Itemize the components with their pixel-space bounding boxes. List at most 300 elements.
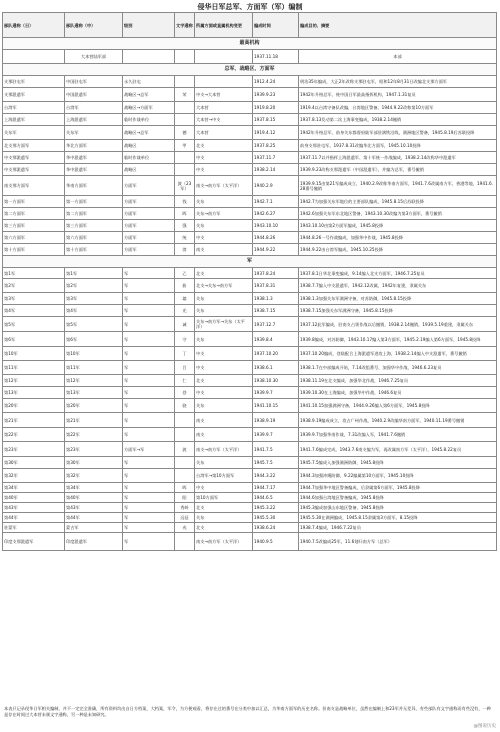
cell-unit-zh: 关东军: [65, 126, 123, 140]
cell-summary: 1938.11.19在北支编成，加强华北作战，1946.7.25复员: [299, 375, 497, 387]
cell-summary: 1944.7加强华中地区警备编成，后隶属第6方面军，1945.8投降: [299, 483, 497, 493]
table-row: [3, 347, 497, 361]
cell-formed-date: 1938.2.14: [253, 164, 299, 176]
cell-affiliation: 北支: [195, 140, 253, 152]
cell-unit-zh: 第10军: [65, 347, 123, 361]
col-header-unit-ja: 部队通称（日）: [3, 13, 65, 38]
cell-formed-date: 1938.6.1: [253, 361, 299, 375]
cell-affiliation: 中支: [195, 483, 253, 493]
cell-affiliation: 第10方面军: [195, 493, 253, 503]
cell-unit-zh: 华北方面军: [65, 140, 123, 152]
cell-level: 临时作战单位: [123, 114, 175, 126]
col-header-code-name: 文字通称: [175, 13, 195, 38]
cell-unit-ja: 印度支那派遣军: [3, 533, 65, 551]
cell-formed-date: 1912.4.24: [253, 76, 299, 88]
cell-unit-ja: 第32军: [3, 469, 65, 483]
page-title: 侵华日军总军、方面军（军）编制: [197, 3, 303, 11]
cell-level: 方面军: [123, 232, 175, 244]
cell-formed-date: 1942.6.27: [253, 208, 299, 220]
cell-unit-ja: 第21军: [3, 413, 65, 428]
cell-summary: 1942.7为加强关东军地位的主要部队编成，1945.8.15后苏联投降: [299, 196, 497, 208]
cell-unit-zh: 第二方面军: [65, 208, 123, 220]
cell-unit-ja: 第43军: [3, 503, 65, 513]
unit-table: [2, 12, 497, 551]
cell-code-name: 湾: [175, 244, 195, 256]
cell-summary: 1939.9.15由第21军编成成立，1940.2.9改称华南方面军，1941.7.6改属南方军，香港等地，1941.6.28番号撤销: [299, 176, 497, 196]
cell-summary: 1938.7.15加强关东军满洲守备，1945.8.15投降: [299, 305, 497, 317]
cell-code-name: 登: [175, 387, 195, 399]
cell-affiliation: 大本营→中支: [195, 114, 253, 126]
cell-level: 军: [123, 305, 175, 317]
cell-affiliation: 北支: [195, 523, 253, 533]
cell-formed-date: 1938.6.24: [253, 523, 299, 533]
cell-unit-ja: 第6军: [3, 332, 65, 347]
cell-summary: 1938.7.7编入中支派遣军，1942.12改属，1942年复建，隶属关东: [299, 279, 497, 293]
cell-summary: 1937.8.1日华北事变编成，9.14编入北支方面军，1946.7.25复员: [299, 268, 497, 279]
cell-unit-zh: 中国派遣军: [65, 88, 123, 102]
cell-unit-ja: 中支那派遣军: [3, 152, 65, 164]
cell-level: 军: [123, 332, 175, 347]
col-header-summary: 编成目的、摘要: [299, 13, 497, 38]
cell-unit-zh: 第1军: [65, 268, 123, 279]
cell-level: 军: [123, 399, 175, 413]
cell-unit-ja: 上海派遣军: [3, 114, 65, 126]
cell-level: 军: [123, 268, 175, 279]
table-row: [3, 279, 497, 293]
cell-level: 战略区: [123, 164, 175, 176]
table-row: [3, 196, 497, 208]
cell-formed-date: 1919.4.12: [253, 126, 299, 140]
cell-unit-zh: 华中派遣军: [65, 152, 123, 164]
cell-unit-ja: 第40军: [3, 493, 65, 503]
cell-level: 方面军: [123, 220, 175, 232]
cell-formed-date: 1939.9.23: [253, 88, 299, 102]
cell-unit-ja: 第4军: [3, 305, 65, 317]
cell-unit-zh: 第21军: [65, 413, 123, 428]
cell-summary: 1942年升格总军，统中国日军最高指挥机构，1947.1.31复员: [299, 88, 497, 102]
cell-level: 军: [123, 361, 175, 375]
cell-unit-zh: 中国驻屯军: [65, 76, 123, 88]
cell-summary: 1940.7.5改编成25军，11.6划归南方军（总军）: [299, 533, 497, 551]
table-row: [3, 469, 497, 483]
cell-level: 方面军: [123, 176, 175, 196]
cell-formed-date: 1937.12.7: [253, 317, 299, 332]
cell-summary: 1942年升格总军，前身关东都督府陆军部驻满铁沿线，满洲地区警备，1945.8.19后苏联投降: [299, 126, 497, 140]
table-row: [3, 232, 497, 244]
table-row: [3, 523, 497, 533]
table-row: [3, 176, 497, 196]
cell-affiliation: 南支→南方军（太平洋）: [195, 176, 253, 196]
table-row: [3, 493, 497, 503]
cell-affiliation: 关东: [195, 457, 253, 469]
cell-formed-date: 1939.8.4: [253, 332, 299, 347]
cell-level: 战略区→总军: [123, 88, 175, 102]
cell-unit-ja: 南支那方面军: [3, 176, 65, 196]
cell-formed-date: 1937.11.18: [253, 50, 299, 64]
table-row: [3, 513, 497, 523]
cell-affiliation: 中支: [195, 387, 253, 399]
cell-code-name: 波（23军）: [175, 176, 195, 196]
cell-unit-ja: 第六方面军: [3, 232, 65, 244]
cell-unit-ja: 关东军: [3, 126, 65, 140]
table-row: [3, 76, 497, 88]
cell-unit-ja: 第13军: [3, 387, 65, 399]
cell-unit-ja: 第23军: [3, 442, 65, 457]
cell-code-name: 晖: [175, 208, 195, 220]
cell-unit-zh: 第30军: [65, 457, 123, 469]
cell-affiliation: 中支: [195, 347, 253, 361]
cell-unit-zh: 第11军: [65, 361, 123, 375]
cell-unit-ja: 第22军: [3, 428, 65, 442]
cell-code-name: 翁: [175, 293, 195, 305]
cell-unit-ja: 台湾军: [3, 102, 65, 114]
cell-affiliation: 关东: [195, 196, 253, 208]
cell-code-name: 丁: [175, 347, 195, 361]
cell-level: 军: [123, 469, 175, 483]
cell-formed-date: 1938.1.3: [253, 293, 299, 305]
cell-level: 军: [123, 457, 175, 469]
cell-level: 战略区→总军: [123, 126, 175, 140]
cell-code-name: [175, 114, 195, 126]
cell-code-name: 鈖: [175, 279, 195, 293]
cell-summary: 1937.8.13发动第二次上海事变编成，1938.2.14撤销: [299, 114, 497, 126]
cell-unit-zh: 第13军: [65, 387, 123, 399]
table-row: [3, 114, 497, 126]
table-row: [3, 164, 497, 176]
cell-affiliation: 大本营: [195, 126, 253, 140]
cell-affiliation: 关东: [195, 220, 253, 232]
cell-summary: 本部: [299, 50, 497, 64]
cell-level: 军: [123, 293, 175, 305]
section-header-row: [3, 256, 497, 268]
cell-formed-date: 1944.9.22: [253, 244, 299, 256]
cell-formed-date: 1940.9.5: [253, 533, 299, 551]
cell-level: 军: [123, 533, 175, 551]
cell-affiliation: 中支: [195, 164, 253, 176]
cell-affiliation: 关东: [195, 332, 253, 347]
table-header-row: [3, 13, 497, 38]
cell-affiliation: 大本营: [195, 102, 253, 114]
cell-unit-zh: 第一方面军: [65, 196, 123, 208]
cell-level: 战略区: [123, 140, 175, 152]
cell-code-name: 统: [175, 232, 195, 244]
cell-level: 方面军→军: [123, 442, 175, 457]
cell-code-name: 骁: [175, 399, 195, 413]
cell-summary: 1944.9.22由台湾军编成，1945.10.25投降: [299, 244, 497, 256]
cell-summary: 1944.8.26一号作战编成，加强华中作战，1945.8投降: [299, 232, 497, 244]
cell-code-name: [175, 152, 195, 164]
cell-unit-zh: 第12军: [65, 375, 123, 387]
cell-unit-zh: 台湾军: [65, 102, 123, 114]
cell-summary: 1943.10.10由第2方面军编成，1945.8投降: [299, 220, 497, 232]
cell-level: 军: [123, 493, 175, 503]
cell-code-name: [175, 457, 195, 469]
cell-unit-zh: 第43军: [65, 503, 123, 513]
cell-level: 军: [123, 428, 175, 442]
cell-affiliation: 南支: [195, 428, 253, 442]
table-row: [3, 428, 497, 442]
cell-unit-zh: 第5军: [65, 317, 123, 332]
cell-unit-ja: 支那驻屯军: [3, 76, 65, 88]
section-title: 军: [3, 256, 497, 268]
cell-level: 方面军: [123, 244, 175, 256]
table-row: [3, 220, 497, 232]
cell-affiliation: 南支: [195, 244, 253, 256]
cell-summary: 1938.1.3加强关东军满洲守备，对苏防御，1945.8.15投降: [299, 293, 497, 305]
cell-summary: 1941.7.6编成完成，1943.7.6南支编为军，再改属南方军（太平洋），1945.8.22复员: [299, 442, 497, 457]
cell-summary: 1945.3编成加强山东地区警备，1945.8投降: [299, 503, 497, 513]
cell-affiliation: 关东→南方军→关东（太平洋）: [195, 317, 253, 332]
cell-affiliation: 中支: [195, 232, 253, 244]
cell-affiliation: 中支: [195, 152, 253, 164]
cell-code-name: 晖: [175, 483, 195, 493]
cell-formed-date: 1941.7.5: [253, 442, 299, 457]
cell-level: 军: [123, 317, 175, 332]
cell-affiliation: 南支: [195, 413, 253, 428]
cell-level: 军: [123, 375, 175, 387]
table-row: [3, 387, 497, 399]
cell-code-name: 乙: [175, 268, 195, 279]
table-row: [3, 244, 497, 256]
table-row: [3, 399, 497, 413]
cell-level: 军: [123, 483, 175, 493]
cell-affiliation: 北支: [195, 503, 253, 513]
cell-unit-ja: 第2军: [3, 279, 65, 293]
cell-level: 军: [123, 347, 175, 361]
cell-unit-ja: 第一方面军: [3, 196, 65, 208]
cell-code-name: [175, 164, 195, 176]
cell-level: 军: [123, 387, 175, 399]
cell-unit-ja: [3, 50, 65, 64]
table-row: [3, 533, 497, 551]
cell-unit-zh: 第十方面军: [65, 244, 123, 256]
cell-formed-date: 1945.3.22: [253, 503, 299, 513]
cell-code-name: 诚: [175, 317, 195, 332]
cell-unit-ja: 第5军: [3, 317, 65, 332]
cell-unit-ja: 第30军: [3, 457, 65, 469]
cell-level: 永久驻屯: [123, 76, 175, 88]
cell-code-name: [175, 469, 195, 483]
cell-formed-date: 1939.9.7: [253, 428, 299, 442]
cell-unit-ja: 中支那派遣军: [3, 164, 65, 176]
cell-unit-zh: 华中派遣军: [65, 164, 123, 176]
cell-unit-ja: 第20军: [3, 399, 65, 413]
section-title: 最高机构: [3, 38, 497, 50]
table-row: [3, 413, 497, 428]
cell-level: 军: [123, 413, 175, 428]
cell-unit-zh: 第23军: [65, 442, 123, 457]
cell-unit-zh: 第22军: [65, 428, 123, 442]
cell-code-name: 仁: [175, 375, 195, 387]
cell-summary: 前身支那驻屯军，1937.8.31改编华北方面军，1945.10.10投降: [299, 140, 497, 152]
cell-formed-date: 1942.7.1: [253, 196, 299, 208]
cell-code-name: 强: [175, 220, 195, 232]
table-row: [3, 140, 497, 152]
cell-affiliation: [195, 76, 253, 88]
section-header-row: [3, 64, 497, 76]
cell-formed-date: 1941.10.15: [253, 399, 299, 413]
table-row: [3, 503, 497, 513]
cell-formed-date: 1937.10.20: [253, 347, 299, 361]
cell-affiliation: 中支: [195, 361, 253, 375]
table-row: [3, 457, 497, 469]
cell-summary: 1919.4以台湾守备队改编，台湾地区警备。1944.9.22改称第10方面军: [299, 102, 497, 114]
cell-code-name: [175, 50, 195, 64]
table-row: [3, 208, 497, 220]
cell-formed-date: 1938.7.15: [253, 305, 299, 317]
table-row: [3, 332, 497, 347]
watermark: @图说历史: [473, 724, 496, 729]
table-row: [3, 305, 497, 317]
cell-formed-date: 1940.2.9: [253, 176, 299, 196]
cell-unit-zh: 上海派遣军: [65, 114, 123, 126]
cell-unit-ja: 第三方面军: [3, 220, 65, 232]
cell-unit-zh: 蒙古军: [65, 523, 123, 533]
cell-unit-ja: 第3军: [3, 293, 65, 305]
cell-affiliation: 关东→南方军: [195, 208, 253, 220]
cell-affiliation: 关东: [195, 305, 253, 317]
table-row: [3, 317, 497, 332]
cell-formed-date: 1937.8.31: [253, 279, 299, 293]
cell-affiliation: 南支→南方军（太平洋）: [195, 442, 253, 457]
cell-formed-date: 1944.8.26: [253, 232, 299, 244]
cell-affiliation: 北支: [195, 268, 253, 279]
cell-unit-zh: 第6军: [65, 332, 123, 347]
cell-summary: 1941.10.15加强满洲守备，1944.9.26编入第6方面军，1945.8投降: [299, 399, 497, 413]
cell-code-name: 波: [175, 442, 195, 457]
cell-code-name: [175, 102, 195, 114]
table-row: [3, 293, 497, 305]
table-row: [3, 361, 497, 375]
cell-summary: 明治35年编成，大正2年改称支那驻屯军，昭和12年8月31日改编北支那方面军: [299, 76, 497, 88]
cell-formed-date: 1944.3.22: [253, 469, 299, 483]
cell-level: 战略区→方面军: [123, 102, 175, 114]
cell-level: 方面军: [123, 208, 175, 220]
cell-summary: 1939.10.30在上海编成，加强华中作战，1946.6复员: [299, 387, 497, 399]
col-header-affiliation: 所属方面或直属机构变更: [195, 13, 253, 38]
cell-unit-zh: 第2军: [65, 279, 123, 293]
cell-formed-date: 1945.7.5: [253, 457, 299, 469]
cell-code-name: [175, 533, 195, 551]
cell-summary: 1938.1.7在中部编成开始，7.14改组番号，加强华中作战，1946.6.23复员: [299, 361, 497, 375]
col-header-unit-zh: 部队通称（中）: [65, 13, 123, 38]
cell-unit-zh: 第40军: [65, 493, 123, 503]
footnote: 本表只记录侵华日军相关编制，并不一定完全准确，所有资料均出自日方档案，大档案，军令，为方便观看，将存在过的番号在分类中加以汇总，为华南方面军的历史名称。但南支是战略单位，虽然在编制上和23军并无差异，有些部队有文字通称而有些没有，一种是存在时间过大本营未颁文字通称，另一种是未知研究。: [4, 706, 491, 717]
cell-affiliation: 南支→南方军（太平洋）: [195, 533, 253, 551]
cell-summary: 1939.9.23改称支那派遣军（中国派遣军），并编为总军，番号撤销: [299, 164, 497, 176]
table-row: [3, 268, 497, 279]
cell-summary: 1942.6加强关东军东北地区警备，1943.10.30改编为第3方面军，番号撤销: [299, 208, 497, 220]
cell-unit-zh: 第六方面军: [65, 232, 123, 244]
section-header-row: [3, 38, 497, 50]
cell-unit-zh: 第44军: [65, 513, 123, 523]
cell-code-name: 光: [175, 305, 195, 317]
table-row: [3, 102, 497, 114]
cell-summary: 1944.6加强台湾地区警备编成，1945.8投降: [299, 493, 497, 503]
cell-formed-date: 1937.11.7: [253, 152, 299, 164]
cell-unit-zh: 第20军: [65, 399, 123, 413]
cell-unit-ja: 第11军: [3, 361, 65, 375]
cell-code-name: 甲: [175, 140, 195, 152]
cell-code-name: 吕: [175, 361, 195, 375]
cell-formed-date: 1919.8.20: [253, 102, 299, 114]
cell-unit-zh: 第三方面军: [65, 220, 123, 232]
cell-unit-zh: 大本营陆军部: [65, 50, 123, 64]
cell-formed-date: 1938.10.30: [253, 375, 299, 387]
cell-formed-date: 1937.8.15: [253, 114, 299, 126]
cell-unit-ja: 第34军: [3, 483, 65, 493]
table-row: [3, 375, 497, 387]
cell-unit-ja: 第二方面军: [3, 208, 65, 220]
table-row: [3, 442, 497, 457]
cell-unit-ja: 驻蒙军: [3, 523, 65, 533]
cell-summary: 1938.9.19编成成立，攻占广州作战，1940.2.9改编华南方面军，1940.11.19番号撤销: [299, 413, 497, 428]
table-body: [3, 38, 497, 551]
cell-affiliation: 关东: [195, 293, 253, 305]
cell-formed-date: 1943.10.10: [253, 220, 299, 232]
cell-level: 军: [123, 513, 175, 523]
cell-formed-date: 1938.9.19: [253, 413, 299, 428]
cell-level: 军: [123, 523, 175, 533]
cell-code-name: [175, 428, 195, 442]
table-row: [3, 50, 497, 64]
cell-unit-zh: 印度派遣军: [65, 533, 123, 551]
table-row: [3, 88, 497, 102]
cell-code-name: [175, 76, 195, 88]
cell-formed-date: 1944.7.17: [253, 483, 299, 493]
cell-affiliation: 关东: [195, 399, 253, 413]
cell-summary: 1945.7.5编成入加强满洲防御，1945.8投降: [299, 457, 497, 469]
cell-affiliation: 北支: [195, 375, 253, 387]
cell-affiliation: [195, 50, 253, 64]
cell-affiliation: 台湾军→第10方面军: [195, 469, 253, 483]
cell-unit-ja: 第1军: [3, 268, 65, 279]
cell-formed-date: 1939.9.7: [253, 387, 299, 399]
cell-unit-ja: 北支那方面军: [3, 140, 65, 152]
cell-code-name: [175, 413, 195, 428]
cell-summary: 1939.9.7加强华南作战，7.31改编入军，1941.7.6撤销: [299, 428, 497, 442]
cell-level: 军: [123, 503, 175, 513]
cell-code-name: 远征: [175, 513, 195, 523]
cell-summary: 1937.12此军编成，驻南支占领作战以后撤销，1938.2.14撤销，1939.5.19重建，隶属关东: [299, 317, 497, 332]
cell-level: 临时作战单位: [123, 152, 175, 164]
cell-code-name: 荣: [175, 88, 195, 102]
cell-code-name: 钱: [175, 196, 195, 208]
cell-unit-ja: 第12军: [3, 375, 65, 387]
cell-formed-date: 1937.8.24: [253, 268, 299, 279]
cell-level: 方面军: [123, 196, 175, 208]
cell-summary: 1937.11.7以并指挥上海派遣军、第十军统一作战编成，1938.2.14改称华中派遣军: [299, 152, 497, 164]
cell-code-name: 阳: [175, 493, 195, 503]
cell-code-name: 守: [175, 332, 195, 347]
cell-formed-date: 1937.8.25: [253, 140, 299, 152]
cell-formed-date: 1945.5.30: [253, 513, 299, 523]
table-row: [3, 152, 497, 164]
cell-unit-ja: 支那派遣军: [3, 88, 65, 102]
cell-level: [123, 50, 175, 64]
cell-formed-date: 1944.6.5: [253, 493, 299, 503]
cell-unit-zh: 第34军: [65, 483, 123, 493]
section-title: 总军、战略区、方面军: [3, 64, 497, 76]
table-row: [3, 126, 497, 140]
col-header-formed-date: 编成时间: [253, 13, 299, 38]
cell-code-name: 秀岭: [175, 503, 195, 513]
cell-affiliation: 北支→关东→南方军: [195, 279, 253, 293]
cell-level: 军: [123, 279, 175, 293]
cell-summary: 1937.10.20编成，登陆配合上海派遣军进攻上海，1938.2.14编入中支派遣军，番号撤销: [299, 347, 497, 361]
cell-summary: 1939.8编成，对苏防御，1943.10.17编入第3方面军，1945.2.19编入第6方面军，1945.8投降: [299, 332, 497, 347]
cell-summary: 1945.5.30在满洲编成，1945.8.15隶属第3方面军，8.15投降: [299, 513, 497, 523]
